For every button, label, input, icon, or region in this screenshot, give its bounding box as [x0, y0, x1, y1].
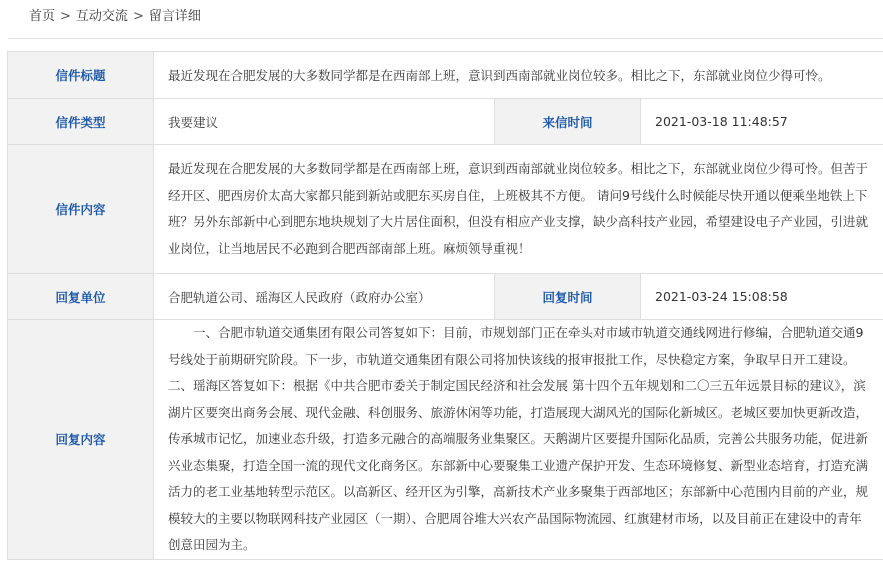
header-divider — [8, 38, 883, 39]
reply-unit-label: 回复单位 — [8, 274, 154, 320]
reply-content-text: 一、合肥市轨道交通集团有限公司答复如下：目前，市规划部门正在牵头对市域市轨道交通线网进行修编，合肥轨道交通9号线处于前期研究阶段。下一步，市轨道交通集团有限公司将加快该线的报审报批工作，尽快稳定方案，争取早日开工建设。二、瑶海区答复如下：根据《中共合肥市委关于制定国民经济和社会发展 第十四个五年规划和二〇三五年远景目标的建议》，滨湖片区要突出商务会展、现代金融、科创服务、旅游休闲等功能，打造展现大湖风光的国际化新城区。老城区要加快更新改造，传承城市记忆，加速业态升级，打造多元融合的高端服务业集聚区。天鹅湖片区要提升国际化品质，完善公共服务功能，促进新兴业态集聚，打造全国一流的现代文化商务区。东部新中心要聚集工业遗产保护开发、生态环境修复、新型业态培育，打造充满活力的老工业基地转型示范区。以高新区、经开区为引擎，高新技术产业多聚集于西部地区；东部新中心范围内目前的产业，规模较大的主要以物联网科技产业园区（一期）、合肥周谷堆大兴农产品国际物流园、红旗建材市场，以及目前正在建设中的青年创意田园为主。 — [168, 325, 869, 552]
breadcrumb-section-link[interactable]: 互动交流 — [75, 9, 128, 24]
row-reply-unit — [8, 274, 883, 320]
reply-time-value: 2021-03-24 15:08:58 — [641, 274, 883, 320]
received-time-label: 来信时间 — [495, 99, 641, 145]
reply-time-label: 回复时间 — [495, 274, 641, 320]
letter-content-label: 信件内容 — [8, 145, 154, 274]
reply-content-label: 回复内容 — [8, 320, 154, 560]
letter-title-value: 最近发现在合肥发展的大多数同学都是在西南部上班，意识到西南部就业岗位较多。相比之下，东部就业岗位少得可怜。 — [154, 52, 883, 99]
row-type — [8, 99, 883, 145]
letter-type-value: 我要建议 — [154, 99, 495, 145]
breadcrumb-home-link[interactable]: 首页 — [29, 9, 56, 24]
letter-title-label: 信件标题 — [8, 52, 154, 99]
breadcrumb-separator: > — [132, 9, 144, 24]
row-content — [8, 145, 883, 274]
received-time-value: 2021-03-18 11:48:57 — [641, 99, 883, 145]
row-title — [8, 52, 883, 99]
breadcrumb — [29, 0, 201, 33]
breadcrumb-separator: > — [60, 9, 71, 24]
reply-content-value — [154, 320, 883, 560]
letter-type-label: 信件类型 — [8, 99, 154, 145]
row-reply-content — [8, 320, 883, 560]
letter-content-value: 最近发现在合肥发展的大多数同学都是在西南部上班，意识到西南部就业岗位较多。相比之下，东部就业岗位少得可怜。但苦于经开区、肥西房价太高大家都只能到新站或肥东买房自住，上班极其不方便。 请问9号线什么时候能尽快开通以便乘坐地铁上下班？另外东部新中心到肥东地块规划了大片居住面积，但没有相应产业支撑，缺少高科技产业园，希望建设电子产业园，引进就业岗位，让当地居民不必跑到合肥西部南部上班。麻烦领导重视！ — [154, 145, 883, 274]
reply-unit-value: 合肥轨道公司、瑶海区人民政府（政府办公室） — [154, 274, 495, 320]
letter-detail-table — [7, 51, 883, 560]
breadcrumb-current: 留言详细 — [148, 9, 201, 24]
